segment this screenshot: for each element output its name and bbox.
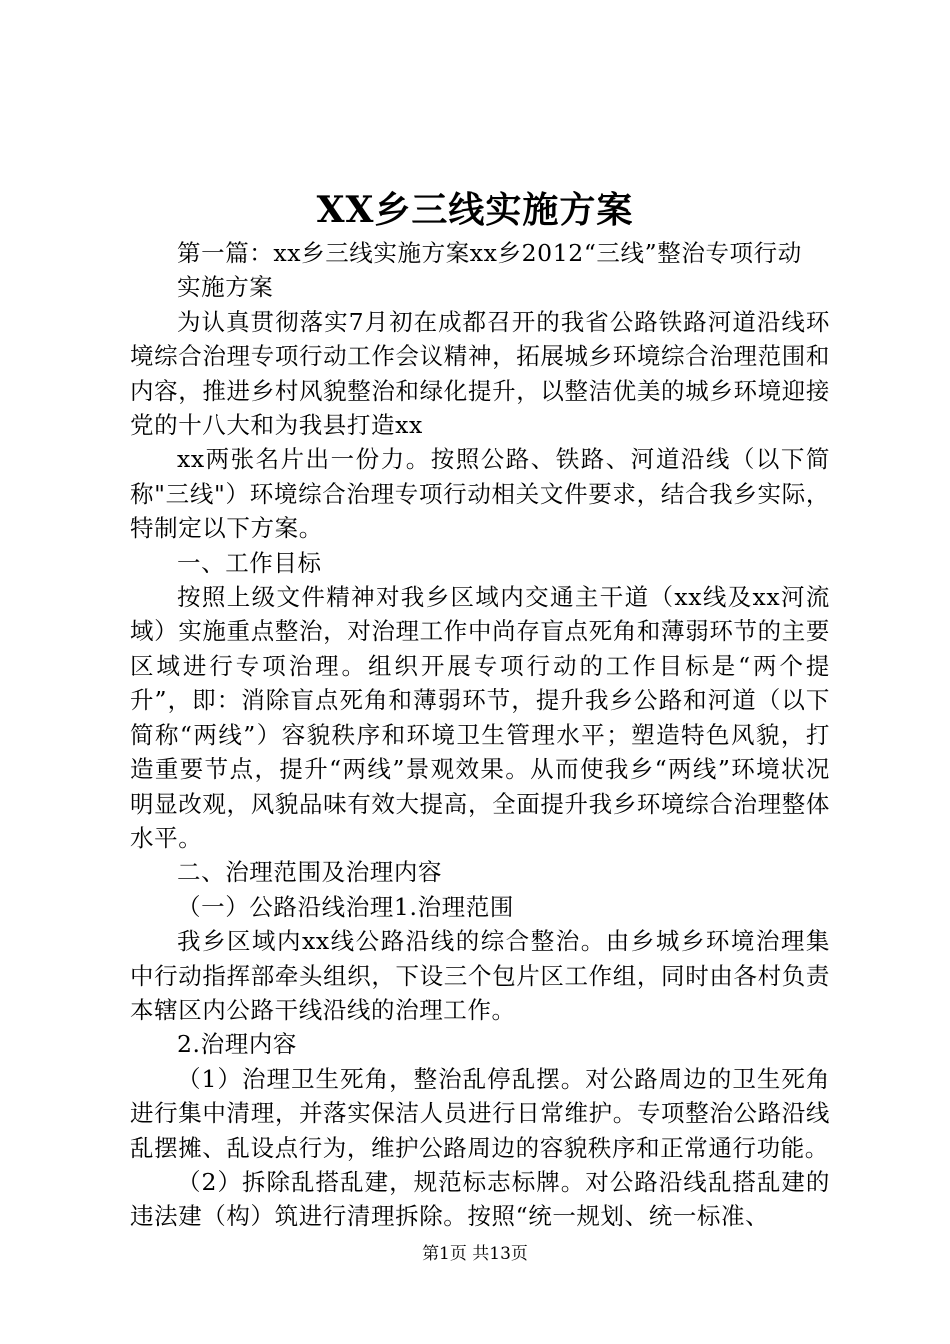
paragraph: xx两张名片出一份力。按照公路、铁路、河道沿线（以下简称"三线"）环境综合治理专项行动相关文件要求，结合我乡实际，特制定以下方案。 (130, 445, 830, 543)
subsection-heading: （一）公路沿线治理1.治理范围 (177, 892, 514, 921)
paragraph: 为认真贯彻落实7月初在成都召开的我省公路铁路河道沿线环境综合治理专项行动工作会议精神，拓展城乡环境综合治理范围和内容，推进乡村风貌整治和绿化提升，以整洁优美的城乡环境迎接党的十八大和为我县打造xx (130, 307, 830, 440)
paragraph: 实施方案 (177, 273, 274, 302)
section-heading: 二、治理范围及治理内容 (177, 858, 443, 887)
document-body (130, 236, 830, 1234)
paragraph: 第一篇：xx乡三线实施方案xx乡2012“三线”整治专项行动 (177, 239, 802, 267)
paragraph: （2）拆除乱搭乱建，规范标志标牌。对公路沿线乱搭乱建的违法建（构）筑进行清理拆除。按照“统一规划、统一标准、 (130, 1167, 830, 1231)
paragraph: （1）治理卫生死角，整治乱停乱摆。对公路周边的卫生死角进行集中清理，并落实保洁人员进行日常维护。专项整治公路沿线乱摆摊、乱设点行为，维护公路周边的容貌秩序和正常通行功能。 (130, 1064, 830, 1162)
section-heading: 一、工作目标 (177, 548, 322, 577)
paragraph: 按照上级文件精神对我乡区域内交通主干道（xx线及xx河流域）实施重点整治，对治理工作中尚存盲点死角和薄弱环节的主要区域进行专项治理。组织开展专项行动的工作目标是“两个提升”，即：消除盲点死角和薄弱环节，提升我乡公路和河道（以下简称“两线”）容貌秩序和环境卫生管理水平；塑造特色风貌，打造重要节点，提升“两线”景观效果。从而使我乡“两线”环境状况明显改观，风貌品味有效大提高，全面提升我乡环境综合治理整体水平。 (130, 583, 830, 852)
subsection-heading: 2.治理内容 (177, 1030, 298, 1059)
page-number-footer: 第1页 共13页 (422, 1244, 528, 1264)
paragraph: 我乡区域内xx线公路沿线的综合整治。由乡城乡环境治理集中行动指挥部牵头组织，下设三个包片区工作组，同时由各村负责本辖区内公路干线沿线的治理工作。 (130, 927, 830, 1024)
document-title: XX乡三线实施方案 (316, 189, 634, 231)
